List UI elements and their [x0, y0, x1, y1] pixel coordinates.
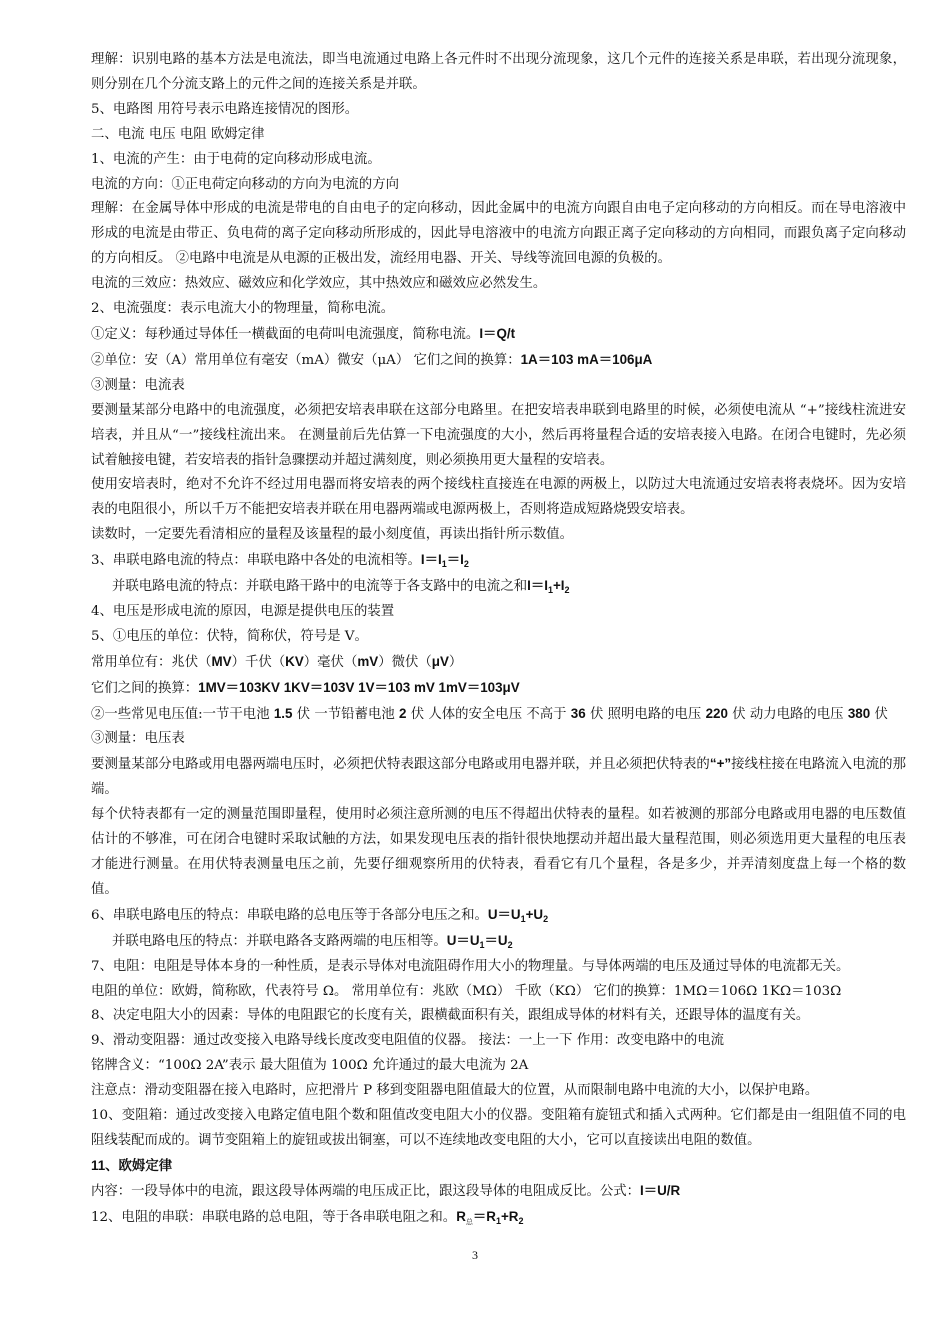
paragraph: 2、电流强度：表示电流大小的物理量，简称电流。 — [91, 301, 395, 317]
paragraph: 10、变阻箱：通过改变接入电路定值电阻个数和阻值改变电阻大小的仪器。变阻箱有旋钮式和插入式两种。它们都是由一组阻值不同的电阻线装配而成的。调节变阻箱上的旋钮或拔出铜塞，可以不连续地改变电阻的大小，它可以直接读出电阻的数值。 — [91, 1108, 906, 1148]
paragraph — [91, 348, 906, 374]
paragraph: 电流的方向：①正电荷定向移动的方向为电流的方向 — [91, 176, 399, 192]
paragraph: 常用单位有：兆伏（MV）千伏（KV）毫伏（mV）微伏（μV） — [91, 653, 463, 670]
paragraph: 理解：在金属导体中形成的电流是带电的自由电子的定向移动，因此金属中的电流方向跟自由电子定向移动的方向相反。而在导电溶液中形成的电流是由带正、负电荷的离子定向移动所形成的，因此导电溶液中的电流方向跟正离子定向移动的方向相同，而跟负离子定向移动的方向相反。 ②电路中电流是从电源的正极出发，流经用电器、开关、导线等流回电源的负极的。 — [91, 201, 906, 267]
paragraph: 使用安培表时，绝对不允许不经过用电器而将安培表的两个接线柱直接连在电源的两极上，以防过大电流通过安培表将表烧坏。因为安培表的电阻很小，所以千万不能把安培表并联在用电器两端或电源两极上，否则将造成短路烧毁安培表。 — [91, 477, 906, 518]
text: 并联电路电流的特点：并联电路干路中的电流等于各支路中的电流之和 — [112, 579, 528, 595]
text: ①定义：每秒通过导体任一横截面的电荷叫电流强度，简称电流。 — [91, 326, 480, 342]
paragraph: ②一些常见电压值:一节干电池 1.5 伏 一节铅蓄电池 2 伏 人体的安全电压 不高于 36 伏 照明电路的电压 220 伏 动力电路的电压 380 伏 — [91, 705, 888, 722]
formula: $U=U_1+U_2$ — [487, 906, 549, 924]
paragraph: 电阻的单位：欧姆，简称欧，代表符号 Ω。 常用单位有：兆欧（MΩ） 千欧（KΩ） 它们的换算：1MΩ＝106Ω 1KΩ＝103Ω — [91, 983, 842, 999]
paragraph: 8、决定电阻大小的因素：导体的电阻跟它的长度有关，跟横截面积有关，跟组成导体的材料有关，还跟导体的温度有关。 — [91, 1008, 810, 1024]
section-heading: 二、电流 电压 电阻 欧姆定律 — [91, 126, 265, 142]
paragraph — [91, 903, 906, 929]
paragraph: 要测量某部分电路中的电流强度，必须把安培表串联在这部分电路里。在把安培表串联到电路里的时候，必须使电流从 “+”接线柱流进安培表，并且从“一”接线柱流出来。 在测量前后先估算一下电流强度的大小，然后再将量程合适的安培表接入电路。在闭合电键时，先必须试着触接电键，若安培表的指针急骤摆动并超过满刻度，则必须换用更大量程的安培表。 — [91, 402, 906, 468]
text: ②单位：安（A）常用单位有毫安（mA）微安（μA） 它们之间的换算： — [91, 352, 521, 368]
formula: 1A＝103 mA＝106μA — [520, 351, 653, 367]
paragraph: 它们之间的换算：1MV＝103KV 1KV＝103V 1V＝103 mV 1mV＝103μV — [91, 679, 520, 696]
paragraph: 读数时，一定要先看清相应的量程及该量程的最小刻度值，再读出指针所示数值。 — [91, 527, 574, 543]
paragraph — [91, 548, 906, 574]
paragraph — [91, 929, 906, 955]
paragraph: 铭牌含义：“100Ω 2A”表示 最大阻值为 100Ω 允许通过的最大电流为 2A — [91, 1058, 529, 1074]
paragraph — [91, 1205, 906, 1231]
formula: 1MV＝103KV 1KV＝103V 1V＝103 mV 1mV＝103μV — [198, 679, 520, 695]
formula: $R_总=R_1+R_2$ — [456, 1208, 524, 1226]
formula: I＝Q/t — [479, 325, 516, 341]
page-number: 3 — [472, 1248, 478, 1262]
paragraph: 1、电流的产生：由于电荷的定向移动形成电流。 — [91, 151, 381, 167]
formula: $I=I_1=I_2$ — [420, 552, 469, 570]
section-heading: 11、欧姆定律 — [91, 1157, 173, 1173]
paragraph: ③测量：电压表 — [91, 731, 185, 747]
paragraph: 5、电路图 用符号表示电路连接情况的图形。 — [91, 101, 359, 117]
formula: $I=I_1+I_2$ — [527, 578, 570, 596]
paragraph: 每个伏特表都有一定的测量范围即量程，使用时必须注意所测的电压不得超出伏特表的量程。如若被测的那部分电路或用电器的电压数值估计的不够准，可在闭合电键时采取试触的方法，如果发现电压表的指针很快地摆动并超出最大量程范围，则必须选用更大量程的电压表才能进行测量。在用伏特表测量电压之前，先要仔细观察所用的伏特表，看看它有几个量程，各是多少，并弄清刻度盘上每一个格的数值。 — [91, 807, 906, 897]
text: 6、串联电路电压的特点：串联电路的总电压等于各部分电压之和。 — [91, 907, 488, 923]
formula: $U=U_1=U_2$ — [446, 932, 513, 950]
paragraph: 注意点：滑动变阻器在接入电路时，应把滑片 P 移到变阻器电阻值最大的位置，从而限制电路中电流的大小，以保护电路。 — [91, 1083, 819, 1099]
paragraph: 电流的三效应：热效应、磁效应和化学效应，其中热效应和磁效应必然发生。 — [91, 276, 547, 292]
paragraph — [91, 574, 906, 600]
paragraph: 理解：识别电路的基本方法是电流法，即当电流通过电路上各元件时不出现分流现象，这几个元件的连接关系是串联，若出现分流现象，则分别在几个分流支路上的元件之间的连接关系是并联。 — [91, 52, 906, 92]
paragraph: 4、电压是形成电流的原因，电源是提供电压的装置 — [91, 603, 395, 619]
text: 并联电路电压的特点：并联电路各支路两端的电压相等。 — [112, 933, 447, 949]
paragraph: 7、电阻：电阻是导体本身的一种性质，是表示导体对电流阻碍作用大小的物理量。与导体两端的电压及通过导体的电流都无关。 — [91, 958, 850, 974]
text: 12、电阻的串联：串联电路的总电阻，等于各串联电阻之和。 — [91, 1209, 457, 1225]
text: 内容：一段导体中的电流，跟这段导体两端的电压成正比，跟这段导体的电阻成反比。公式： — [91, 1183, 641, 1199]
paragraph: 9、滑动变阻器：通过改变接入电路导线长度改变电阻值的仪器。 接法：一上一下 作用：改变电路中的电流 — [91, 1033, 724, 1049]
paragraph: ③测量：电流表 — [91, 377, 185, 393]
paragraph: 5、①电压的单位：伏特，简称伏，符号是 V。 — [91, 628, 368, 644]
paragraph — [91, 1179, 906, 1205]
formula: I＝U/R — [640, 1182, 681, 1198]
text: 3、串联电路电流的特点：串联电路中各处的电流相等。 — [91, 553, 421, 569]
paragraph — [91, 322, 906, 348]
document-body — [91, 48, 906, 1231]
paragraph: 要测量某部分电路或用电器两端电压时，必须把伏特表跟这部分电路或用电器并联，并且必须把伏特表的“+”接线柱接在电路流入电流的那端。 — [91, 756, 907, 798]
